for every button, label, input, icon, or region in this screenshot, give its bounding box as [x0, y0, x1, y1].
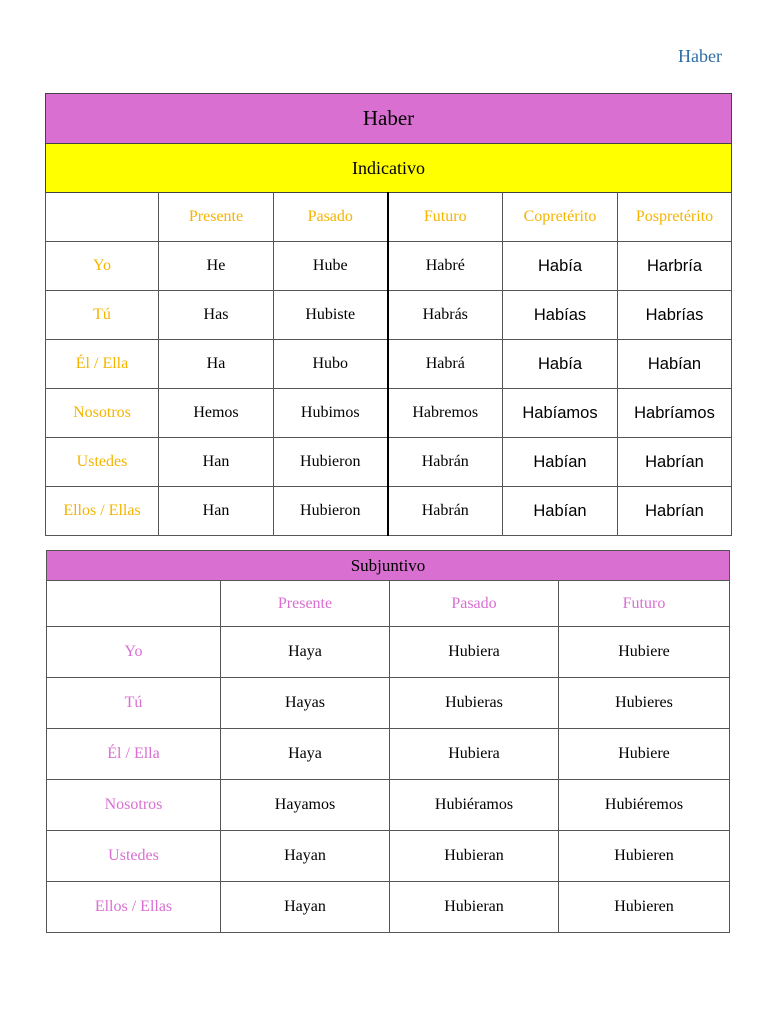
pronoun-cell: Tú — [46, 291, 159, 340]
subjuntivo-mood-title: Subjuntivo — [47, 551, 730, 581]
header-empty-cell — [46, 193, 159, 242]
pronoun-cell: Ustedes — [46, 438, 159, 487]
conjugation-cell: Hubimos — [274, 389, 388, 438]
column-header: Pasado — [274, 193, 388, 242]
conjugation-cell: Hubiste — [274, 291, 388, 340]
header-empty-cell — [47, 581, 221, 627]
column-header: Copretérito — [503, 193, 618, 242]
conjugation-cell: Hubiere — [559, 729, 730, 780]
conjugation-cell: Hubiere — [559, 627, 730, 678]
conjugation-cell: Has — [159, 291, 274, 340]
conjugation-cell: Hubiéremos — [559, 780, 730, 831]
conjugation-cell: Haya — [221, 627, 390, 678]
conjugation-cell: Habías — [503, 291, 618, 340]
conjugation-cell: Hubieran — [390, 882, 559, 933]
pronoun-cell: Ellos / Ellas — [47, 882, 221, 933]
conjugation-cell: Hayan — [221, 831, 390, 882]
conjugation-cell: Hubieren — [559, 831, 730, 882]
conjugation-cell: Hubieren — [559, 882, 730, 933]
pronoun-cell: Ustedes — [47, 831, 221, 882]
conjugation-cell: Hubieras — [390, 678, 559, 729]
table-row — [46, 389, 732, 438]
conjugation-cell: Habré — [388, 242, 503, 291]
pronoun-cell: Nosotros — [46, 389, 159, 438]
conjugation-cell: Han — [159, 487, 274, 536]
conjugation-cell: Hubieron — [274, 438, 388, 487]
column-header: Futuro — [559, 581, 730, 627]
page-header: Haber — [678, 46, 722, 66]
conjugation-cell: Había — [503, 242, 618, 291]
conjugation-cell: Habían — [618, 340, 732, 389]
conjugation-cell: Ha — [159, 340, 274, 389]
table-row — [46, 340, 732, 389]
conjugation-cell: He — [159, 242, 274, 291]
conjugation-cell: Habrán — [388, 487, 503, 536]
conjugation-cell: Hubiera — [390, 729, 559, 780]
column-header: Pospretérito — [618, 193, 732, 242]
conjugation-cell: Hubieron — [274, 487, 388, 536]
conjugation-cell: Hayas — [221, 678, 390, 729]
table-row — [47, 780, 730, 831]
subjuntivo-table — [46, 550, 730, 933]
conjugation-cell: Habían — [503, 438, 618, 487]
column-header: Presente — [159, 193, 274, 242]
conjugation-cell: Hubieran — [390, 831, 559, 882]
indicativo-mood-title: Indicativo — [46, 144, 732, 193]
pronoun-cell: Tú — [47, 678, 221, 729]
conjugation-cell: Hemos — [159, 389, 274, 438]
conjugation-cell: Habremos — [388, 389, 503, 438]
conjugation-cell: Haya — [221, 729, 390, 780]
conjugation-cell: Habrían — [618, 438, 732, 487]
conjugation-cell: Habrá — [388, 340, 503, 389]
conjugation-cell: Han — [159, 438, 274, 487]
table-row — [46, 242, 732, 291]
conjugation-cell: Hayan — [221, 882, 390, 933]
conjugation-cell: Hubiera — [390, 627, 559, 678]
table-row — [47, 627, 730, 678]
indicativo-table — [45, 93, 732, 536]
column-header: Presente — [221, 581, 390, 627]
pronoun-cell: Nosotros — [47, 780, 221, 831]
pronoun-cell: Yo — [46, 242, 159, 291]
conjugation-cell: Había — [503, 340, 618, 389]
conjugation-cell: Hubo — [274, 340, 388, 389]
conjugation-cell: Hubieres — [559, 678, 730, 729]
table-row — [47, 882, 730, 933]
column-header: Pasado — [390, 581, 559, 627]
conjugation-cell: Hube — [274, 242, 388, 291]
pronoun-cell: Él / Ella — [47, 729, 221, 780]
pronoun-cell: Yo — [47, 627, 221, 678]
table-row — [46, 487, 732, 536]
conjugation-cell: Habríamos — [618, 389, 732, 438]
verb-title: Haber — [46, 94, 732, 144]
conjugation-cell: Habrás — [388, 291, 503, 340]
table-row — [47, 678, 730, 729]
conjugation-cell: Habrían — [618, 487, 732, 536]
table-row — [46, 438, 732, 487]
conjugation-cell: Habrías — [618, 291, 732, 340]
conjugation-cell: Habían — [503, 487, 618, 536]
column-header: Futuro — [388, 193, 503, 242]
conjugation-cell: Hayamos — [221, 780, 390, 831]
conjugation-cell: Harbría — [618, 242, 732, 291]
conjugation-cell: Habrán — [388, 438, 503, 487]
table-row — [46, 291, 732, 340]
conjugation-cell: Habíamos — [503, 389, 618, 438]
pronoun-cell: Él / Ella — [46, 340, 159, 389]
conjugation-cell: Hubiéramos — [390, 780, 559, 831]
table-row — [47, 831, 730, 882]
pronoun-cell: Ellos / Ellas — [46, 487, 159, 536]
table-row — [47, 729, 730, 780]
